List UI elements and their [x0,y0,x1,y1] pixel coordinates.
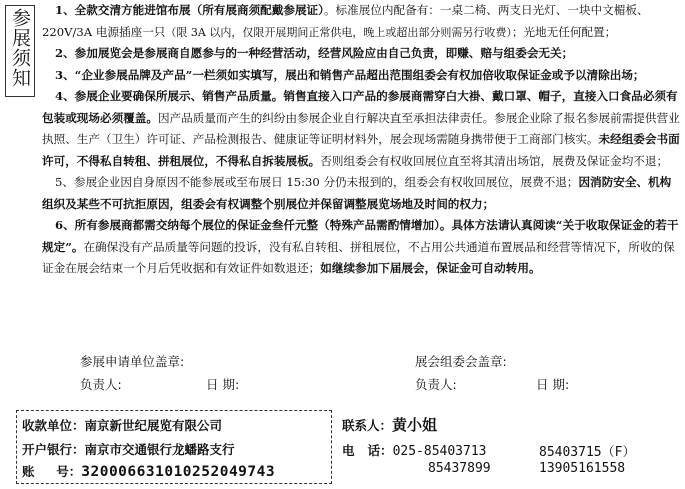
rule-text: ；光地无任何配置； [511,24,617,39]
bank-value: 南京市交通银行龙蟠路支行 [84,442,235,457]
notice-title: 参展须知 [9,8,31,88]
rule-item [42,43,682,65]
signature-row-person [0,375,685,395]
notice-title-box [5,5,35,97]
phone-3: 85437899 [428,461,491,476]
phone-label: 电 话： [342,443,393,458]
rule-text: 1、全款交清方能进馆布展（所有展商须配戴参展证） [55,3,324,17]
payee-label: 收款单位： [22,418,85,433]
rule-item [42,65,682,87]
phone-4: 13905161558 [539,461,626,476]
rule-text: 3、“企业参展品牌及产品”一栏须如实填写，展出和销售产品超出范围组委会有权加倍收取保证金或予以清除出场； [55,67,645,82]
applicant-person-label: 负责人: [80,377,122,392]
contact-info [342,410,682,486]
signature-row-seal [0,352,685,372]
account-label: 账 号： [22,464,82,479]
account-line [22,462,275,480]
rule-item [42,215,682,280]
phone-1: 025-85403713 [392,444,487,459]
rule-text: 否则组委会有权收回展位直至将其清出场馆，展费及保证金均不退； [320,153,669,168]
rule-item [42,0,682,43]
payee-value: 南京新世纪展览有限公司 [84,418,223,433]
contact-person-value: 黄小姐 [392,416,438,434]
rule-text: 因产品质量而产生的纠纷由参展企业自行解决直至承担法律责任。参展企业除了报名参展前需提供营业执照、生产（卫生）许可证、产品检测报告、健康证等证明材料外，展会现场需随身携带便于工商部门核实。 [42,110,680,146]
rule-text: 。标准展位内配备有：一桌二椅、两支日光灯、一块中文楣板、220V/3A 电源插座一只 [42,3,649,39]
rule-text: 5、参展企业因自身原因不能参展或至布展日 15:30 分仍未报到的，组委会有权收回展位，展费不退； [55,175,579,189]
contact-person-label: 联系人： [342,418,393,433]
rule-text: 未经组委会书面许可，不得私自转租、拼租展位，不得私自拆装展板。 [42,132,680,168]
bank-label: 开户银行： [22,442,85,457]
rule-text: 如继续参加下届展会，保证金可自动转用。 [320,261,541,275]
committee-seal-label: 展会组委会盖章: [415,354,507,369]
rule-item [42,172,682,215]
rule-text: 4、参展企业要确保所展示、销售产品质量。销售直接入口产品的参展商需穿白大褂、戴口罩、帽子，直接入口食品必须有包装或现场必须覆盖。 [42,89,678,125]
rule-text: 因消防安全、机构组织及某些不可抗拒原因，组委会有权调整个别展位并保留调整展览场地及时间的权力； [42,175,672,211]
account-value: 320006631010252049743 [81,464,276,480]
rule-text: 2、参加展览会是参展商自愿参与的一种经营活动，经营风险应由自己负责，即赚、赔与组委会无关； [55,46,574,60]
payee-line [22,416,222,434]
rules-list [42,0,682,280]
bank-info-box [16,410,332,484]
bank-line [22,440,235,458]
contact-phone-line-1 [342,441,486,459]
applicant-date-label: 日 期: [206,377,240,392]
rule-text: 6、所有参展商都需交纳每个展位的保证金叁仟元整（特殊产品需酌情增加）。具体方法请认真阅读“关于收取保证金的若干规定”。 [42,218,679,254]
rule-text: 在确保没有产品质量等问题的投诉，没有私自转租、拼租展位，不占用公共通道布置展品和经营等情况下，所收的保证金在展会结束一个月后凭收据和有效证件如数退还； [42,239,675,275]
committee-person-label: 负责人: [415,377,457,392]
contact-person-line [342,414,437,435]
committee-date-label: 日 期: [536,377,570,392]
rule-text: （限 3A 以内，仅限开展期间正常供电，晚上或超出部分则需另行收费） [165,25,512,39]
rule-item [42,86,682,172]
applicant-seal-label: 参展申请单位盖章: [80,354,185,369]
phone-2: 85403715（F） [539,445,636,460]
